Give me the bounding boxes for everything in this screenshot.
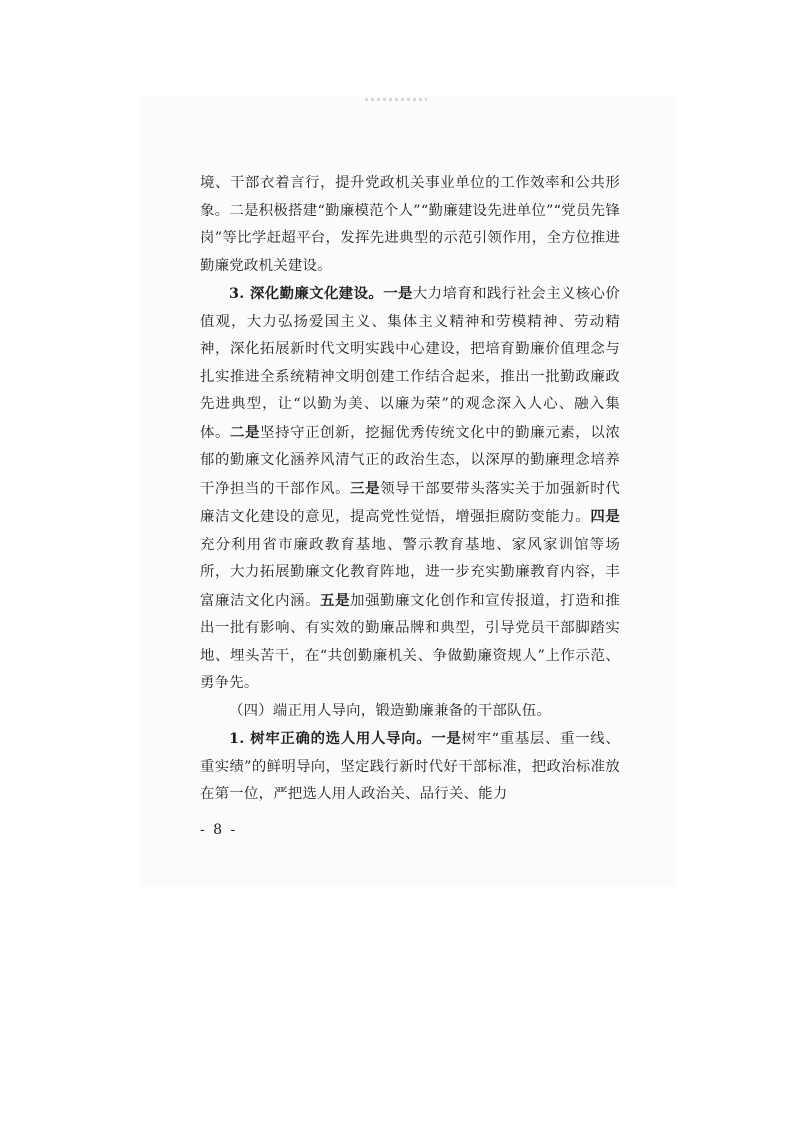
point-text: 加强勤廉文化创作和宣传报道，打造和推出一批有影响、有实效的勤廉品牌和典型，引导党员干部脚踏实地、埋头苦干，在“共创勤廉机关、争做勤廉资规人”上作示范、勇争先。 bbox=[200, 592, 620, 691]
paragraph-selection-guidance bbox=[200, 725, 620, 809]
point-text: 树牢“重基层、重一线、重实绩”的鲜明导向，坚定践行新时代好干部标准，把政治标准放在第一位，严把选人用人政治关、品行关、能力 bbox=[200, 731, 620, 802]
paragraph-continuation bbox=[200, 170, 620, 280]
paragraph-text: 境、干部衣着言行，提升党政机关事业单位的工作效率和公共形象。二是积极搭建“勤廉模范个人”“勤廉建设先进单位”“党员先锋岗”等比学赶超平台，发挥先进典型的示范引领作用，全方位推进勤廉党政机关建设。 bbox=[200, 175, 620, 274]
paragraph-culture-building bbox=[200, 280, 620, 698]
point-label: 一是 bbox=[383, 285, 413, 302]
point-text: 充分利用省市廉政教育基地、警示教育基地、家风家训馆等场所，大力拓展勤廉文化教育阵地，进一步充实勤廉教育内容，丰富廉洁文化内涵。 bbox=[200, 536, 620, 609]
point-label: 四是 bbox=[590, 508, 620, 525]
point-label: 二是 bbox=[230, 423, 261, 441]
section-heading: 3. 深化勤廉文化建设。 bbox=[229, 285, 384, 302]
body-text bbox=[200, 170, 620, 809]
subsection-title bbox=[200, 698, 620, 726]
point-text: 领导干部要带头落实关于加强新时代廉洁文化建设的意见，提高党性觉悟，增强拒腐防变能力。 bbox=[200, 480, 620, 525]
point-text: 大力培育和践行社会主义核心价值观，大力弘扬爱国主义、集体主义精神和劳模精神、劳动精神，深化拓展新时代文明实践中心建设，把培育勤廉价值理念与扎实推进全系统精神文明创建工作结合起来，推出一批勤政廉政先进典型，让“以勤为美、以廉为荣”的观念深入人心、融入集体。 bbox=[200, 286, 620, 441]
scan-artifact-mark bbox=[365, 98, 427, 101]
point-label: 三是 bbox=[350, 479, 381, 497]
subsection-title-text: （四）端正用人导向，锻造勤廉兼备的干部队伍。 bbox=[229, 702, 552, 719]
point-label: 五是 bbox=[320, 591, 351, 609]
page-number: - 8 - bbox=[200, 822, 238, 838]
section-heading: 1. 树牢正确的选人用人导向。 bbox=[229, 730, 432, 747]
point-text: 坚持守正创新，挖掘优秀传统文化中的勤廉元素，以浓郁的勤廉文化涵养风清气正的政治生态，以深厚的勤廉理念培养干净担当的干部作风。 bbox=[200, 424, 620, 497]
point-label: 一是 bbox=[431, 730, 462, 747]
